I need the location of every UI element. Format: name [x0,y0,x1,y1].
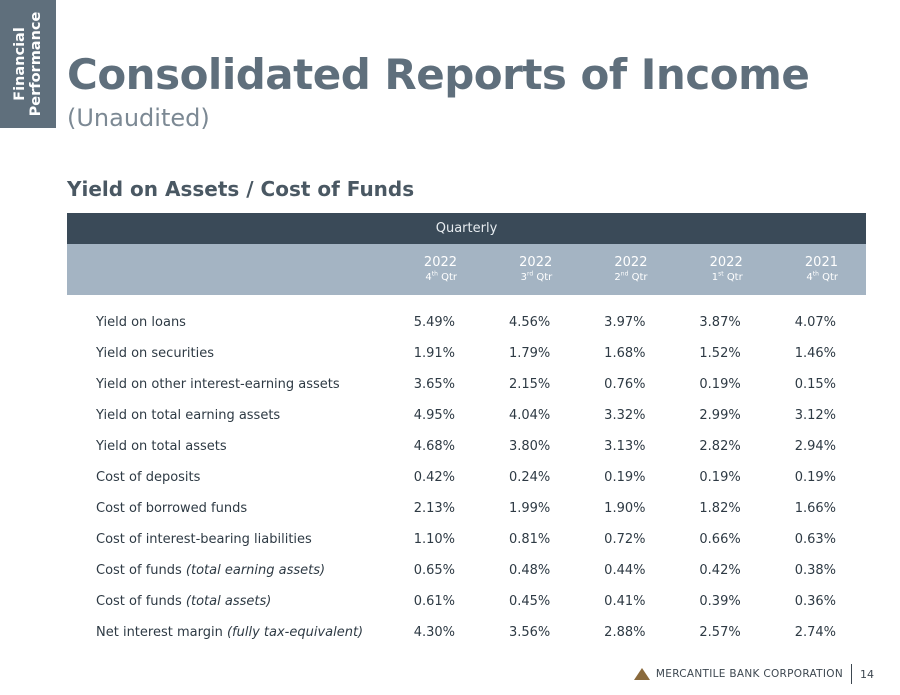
row-label: Yield on other interest-earning assets [96,377,340,392]
table-header-blank [67,244,390,295]
row-value-cell: 2.57% [699,625,741,640]
yield-cost-table [67,213,866,648]
row-label: Cost of interest-bearing liabilities [96,532,312,547]
row-value-cell: 4.04% [508,408,551,423]
sidebar-tab [0,0,56,128]
period-header [675,244,770,295]
table-row [67,617,866,648]
row-value-cell: 3.87% [699,315,741,330]
period-quarter-number: 2 [614,271,621,283]
row-value-cell: 1.82% [699,501,741,516]
sidebar-tab-label [12,12,44,117]
row-value-cell: 2.82% [699,439,741,454]
row-value-cell: 2.13% [413,501,456,516]
yield-cost-table-container [67,213,866,648]
row-label-cell [67,400,390,431]
table-body [67,295,866,648]
table-row [67,431,866,462]
row-label: Yield on securities [96,346,215,361]
row-label-cell [67,524,390,555]
row-value-cell: 3.56% [508,625,551,640]
period-quarter-number: 1 [711,271,719,283]
table-row [67,524,866,555]
row-value-cell: 4.30% [413,625,456,640]
row-label-cell [67,431,390,462]
row-value-cell: 0.63% [794,532,836,547]
period-quarter-word: Qtr [822,271,838,283]
row-value-cell: 3.80% [508,439,551,454]
row-label: Yield on total earning assets [96,408,281,423]
row-value-cell: 0.44% [604,563,646,578]
row-value-cell: 1.68% [604,346,646,361]
row-label: Cost of funds [96,563,182,578]
row-value-cell: 2.15% [508,377,551,392]
row-value-cell: 3.65% [413,377,456,392]
table-row [67,586,866,617]
row-label: Cost of funds [96,594,182,609]
row-value-cell: 2.94% [794,439,836,454]
period-header [771,244,866,295]
row-value-cell: 0.41% [604,594,646,609]
period-year: 2022 [709,254,743,270]
period-quarter [675,271,742,285]
period-quarter [485,271,552,285]
row-label-cell [67,462,390,493]
row-value-cell: 3.97% [604,315,646,330]
period-quarter-suffix: th [812,270,819,278]
row-value-cell: 3.12% [794,408,836,423]
table-row [67,555,866,586]
row-value-cell: 0.15% [794,377,836,392]
row-value-cell: 4.07% [794,315,836,330]
row-value-cell: 1.46% [794,346,836,361]
company-logo-mark-icon [634,668,650,680]
row-value-cell: 0.38% [794,563,836,578]
row-label-note: (total earning assets) [185,563,326,578]
row-label-note: (fully tax-equivalent) [226,625,364,640]
row-value-cell: 3.13% [604,439,646,454]
row-value-cell: 1.99% [508,501,551,516]
table-row [67,369,866,400]
row-label: Yield on loans [96,315,186,330]
period-header [580,244,675,295]
row-label-cell [67,338,390,369]
row-value-cell: 0.72% [604,532,646,547]
period-quarter-word: Qtr [536,271,553,283]
row-value-cell: 1.90% [604,501,646,516]
period-quarter-word: Qtr [441,271,458,283]
row-label-note: (total assets) [185,594,272,609]
sidebar-tab-line1: Financial [12,27,28,101]
row-value-cell: 4.95% [413,408,456,423]
period-year: 2022 [614,254,648,270]
table-period-header-row [67,244,866,295]
row-value-cell: 0.76% [604,377,646,392]
row-label-cell [67,493,390,524]
row-value-cell: 1.91% [413,346,456,361]
row-value-cell: 4.68% [413,439,456,454]
period-quarter-word: Qtr [631,271,648,283]
row-label: Net interest margin [96,625,223,640]
row-value-cell: 0.36% [794,594,836,609]
row-value-cell: 0.19% [699,470,741,485]
period-quarter-suffix: st [718,270,724,278]
period-year: 2021 [804,254,838,270]
table-group-header: Quarterly [67,213,866,244]
table-row [67,493,866,524]
page-number: 14 [860,667,874,681]
table-row [67,338,866,369]
row-value-cell: 0.42% [699,563,741,578]
table-row [67,400,866,431]
period-year: 2022 [423,254,458,270]
period-quarter-suffix: nd [620,270,629,278]
period-quarter [771,271,838,285]
row-value-cell: 0.24% [508,470,551,485]
row-label-cell [67,307,390,338]
row-value-cell: 0.19% [794,470,836,485]
page-title: Consolidated Reports of Income [67,50,810,99]
period-quarter-number: 4 [806,271,813,283]
row-value-cell: 2.88% [604,625,646,640]
company-name: MERCANTILE BANK CORPORATION [655,668,843,680]
period-quarter [580,271,647,285]
row-value-cell: 2.99% [699,408,741,423]
row-value-cell: 3.32% [604,408,646,423]
row-value-cell: 0.39% [699,594,741,609]
row-value-cell: 1.10% [413,532,456,547]
footer [634,664,874,684]
row-label-cell [67,617,390,648]
row-value-cell: 0.45% [508,594,551,609]
table-row [67,462,866,493]
table-row [67,307,866,338]
row-value-cell: 0.81% [508,532,551,547]
row-label: Yield on total assets [96,439,227,454]
footer-divider [851,664,852,684]
row-value-cell: 0.65% [413,563,456,578]
period-quarter-word: Qtr [726,271,743,283]
period-quarter-number: 4 [425,271,432,283]
period-quarter-suffix: rd [526,270,534,278]
table-spacer-row [67,295,866,307]
period-quarter [390,271,457,285]
row-value-cell: 0.19% [604,470,646,485]
period-quarter-number: 3 [520,271,527,283]
row-label-cell [67,586,390,617]
period-year: 2022 [519,254,553,270]
row-value-cell: 1.52% [699,346,741,361]
table-group-header-row [67,213,866,244]
row-label-cell [67,555,390,586]
row-value-cell: 0.42% [413,470,456,485]
row-label: Cost of deposits [96,470,201,485]
sidebar-tab-line2: Performance [28,11,44,117]
section-title: Yield on Assets / Cost of Funds [67,177,415,201]
period-header [390,244,485,295]
page-subtitle: (Unaudited) [67,104,210,132]
period-quarter-suffix: th [431,270,438,278]
row-value-cell: 2.74% [794,625,836,640]
row-value-cell: 0.61% [413,594,456,609]
row-value-cell: 0.66% [699,532,741,547]
row-value-cell: 0.19% [699,377,741,392]
period-header [485,244,580,295]
row-value-cell: 1.66% [794,501,836,516]
row-label: Cost of borrowed funds [96,501,248,516]
row-value-cell: 4.56% [508,315,551,330]
row-value-cell: 0.48% [508,563,551,578]
row-value-cell: 1.79% [508,346,551,361]
row-value-cell: 5.49% [413,315,456,330]
row-label-cell [67,369,390,400]
